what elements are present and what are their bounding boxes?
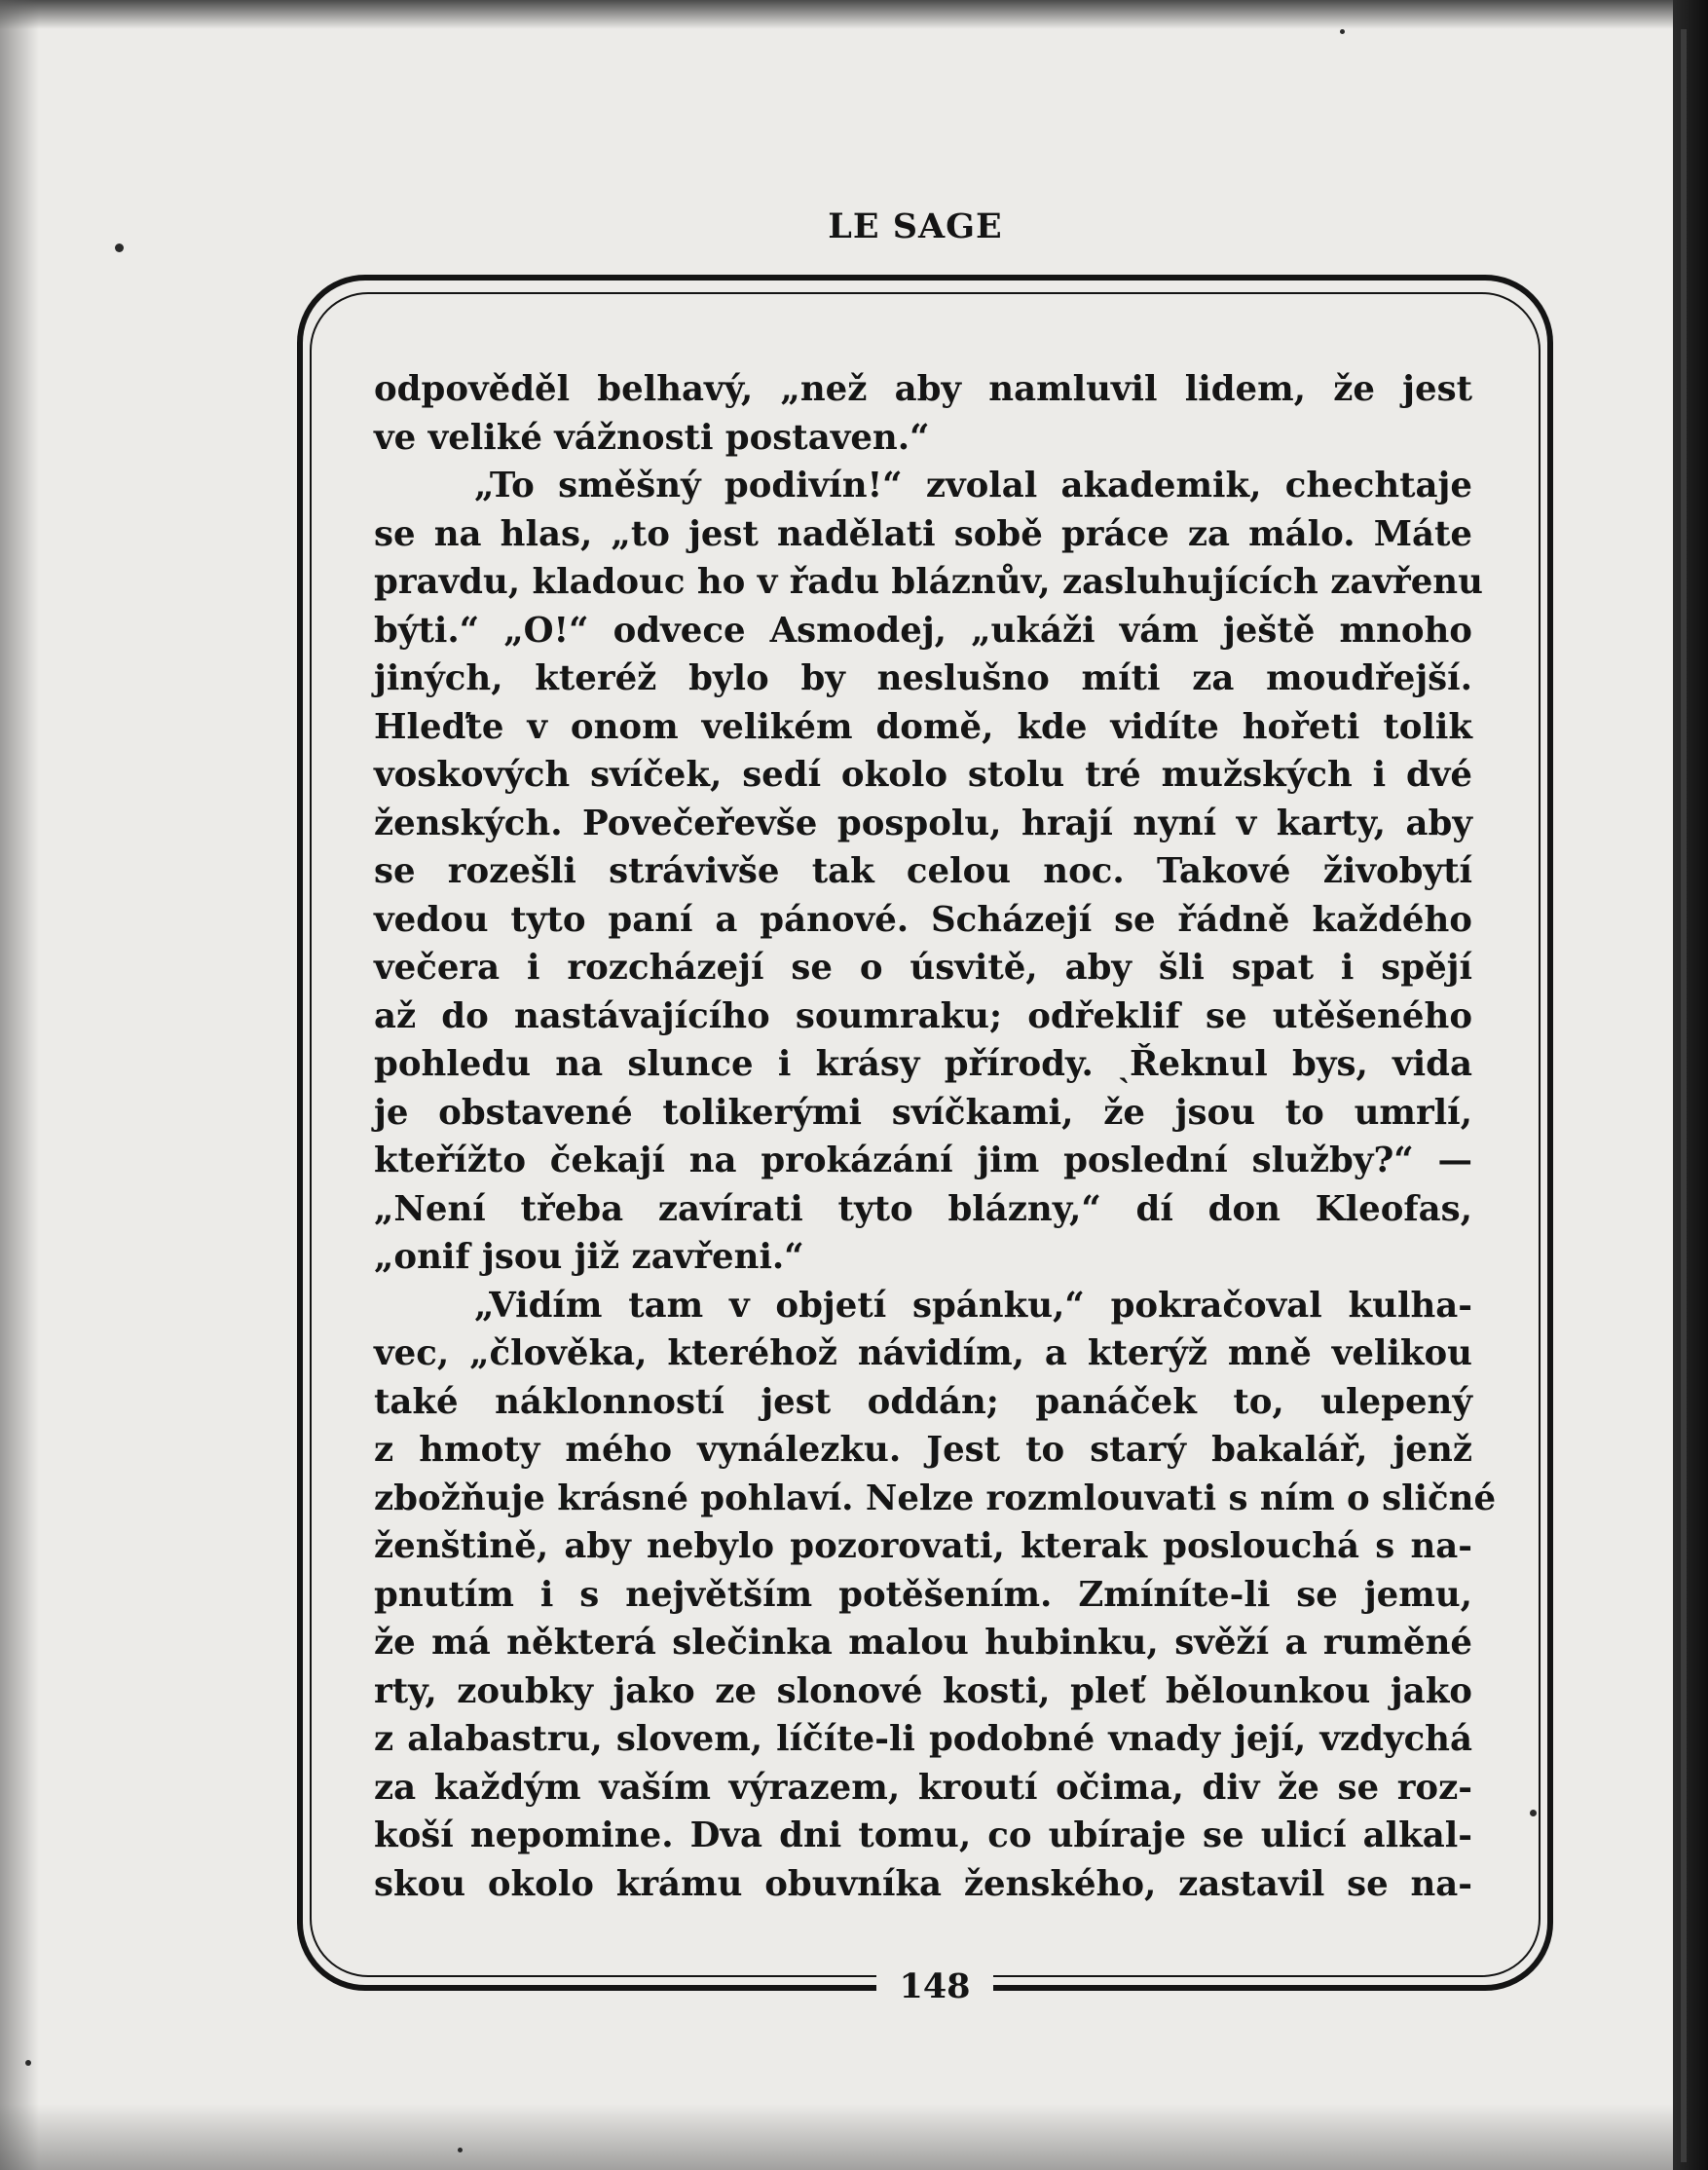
running-head: LE SAGE xyxy=(828,206,1003,246)
text-line: ve veliké vážnosti postaven.“ xyxy=(374,417,930,458)
text-line: ženštině, aby nebylo pozorovati, kterak poslouchá s na- xyxy=(374,1526,1472,1566)
speck xyxy=(25,2060,31,2066)
text-line: voskových svíček, sedí okolo stolu tré mužských i dvé xyxy=(374,755,1472,795)
speck xyxy=(458,2148,463,2152)
text-line: odpověděl belhavý, „než aby namluvil lidem, že jest xyxy=(374,369,1472,409)
text-line: koší nepomine. Dva dni tomu, co ubíraje se ulicí alkal- xyxy=(374,1815,1472,1855)
text-line: kteřížto čekají na prokázání jim poslední služby?“ — xyxy=(374,1141,1472,1180)
text-line: vec, „člověka, kteréhož návidím, a kterýž mně velikou xyxy=(374,1333,1472,1373)
scan-shadow-left xyxy=(0,0,39,2170)
page-number: 148 xyxy=(899,1966,971,2006)
text-line: se rozešli strávivše tak celou noc. Takové živobytí xyxy=(374,851,1472,891)
text-line: býti.“ „O!“ odvece Asmodej, „ukáži vám ještě mnoho xyxy=(374,610,1472,651)
text-line: „Není třeba zavírati tyto blázny,“ dí don Kleofas, xyxy=(374,1188,1472,1229)
text-line: pohledu na slunce i krásy přírody. ˎŘeknul bys, vida xyxy=(374,1044,1472,1084)
text-line: jiných, kteréž bylo by neslušno míti za moudřejší. xyxy=(374,658,1472,698)
binding-edge-line xyxy=(1681,29,1687,2162)
text-line: večera i rozcházejí se o úsvitě, aby šli spat i spějí xyxy=(374,948,1472,988)
text-line: se na hlas, „to jest nadělati sobě práce za málo. Máte xyxy=(374,513,1472,554)
scan-shadow-top xyxy=(0,0,1673,29)
text-line: že má některá slečinka malou hubinku, svěží a ruměné xyxy=(374,1623,1472,1663)
text-line: až do nastávajícího soumraku; odřeklif se utěšeného xyxy=(374,995,1472,1036)
text-line: rty, zoubky jako ze slonové kosti, pleť bělounkou jako xyxy=(374,1670,1472,1711)
scan-shadow-bottom xyxy=(0,2104,1673,2170)
text-line: vedou tyto paní a pánové. Scházejí se řádně každého xyxy=(374,899,1472,940)
text-line: za každým vaším výrazem, kroutí očima, div že se roz- xyxy=(374,1767,1472,1808)
text-line: z alabastru, slovem, líčíte-li podobné vnady její, vzdychá xyxy=(374,1719,1472,1759)
text-line: pravdu, kladouc ho v řadu bláznův, zasluhujících zavřenu xyxy=(374,562,1483,602)
binding-edge xyxy=(1673,0,1708,2170)
text-line: ženských. Povečeřevše pospolu, hrají nyní v karty, aby xyxy=(374,803,1472,843)
text-line: je obstavené tolikerými svíčkami, že jsou to umrlí, xyxy=(374,1092,1472,1133)
speck xyxy=(1340,29,1345,34)
text-line: z hmoty mého vynálezku. Jest to starý bakalář, jenž xyxy=(374,1430,1472,1470)
body-text xyxy=(374,365,1497,1908)
text-line: pnutím i s největším potěšením. Zmíníte-li se jemu, xyxy=(374,1574,1472,1615)
text-line: „onif jsou již zavřeni.“ xyxy=(374,1237,804,1277)
text-line: „Vidím tam v objetí spánku,“ pokračoval kulha- xyxy=(474,1285,1472,1326)
text-line: „To směšný podivín!“ zvolal akademik, chechtaje xyxy=(474,466,1472,505)
text-line: zbožňuje krásné pohlaví. Nelze rozmlouvati s ním o sličné xyxy=(374,1478,1497,1518)
text-line: také náklonností jest oddán; panáček to, ulepený xyxy=(374,1381,1472,1422)
text-line: Hleďte v onom velikém domě, kde vidíte hořeti tolik xyxy=(374,706,1472,747)
text-line: skou okolo krámu obuvníka ženského, zastavil se na- xyxy=(374,1863,1472,1904)
